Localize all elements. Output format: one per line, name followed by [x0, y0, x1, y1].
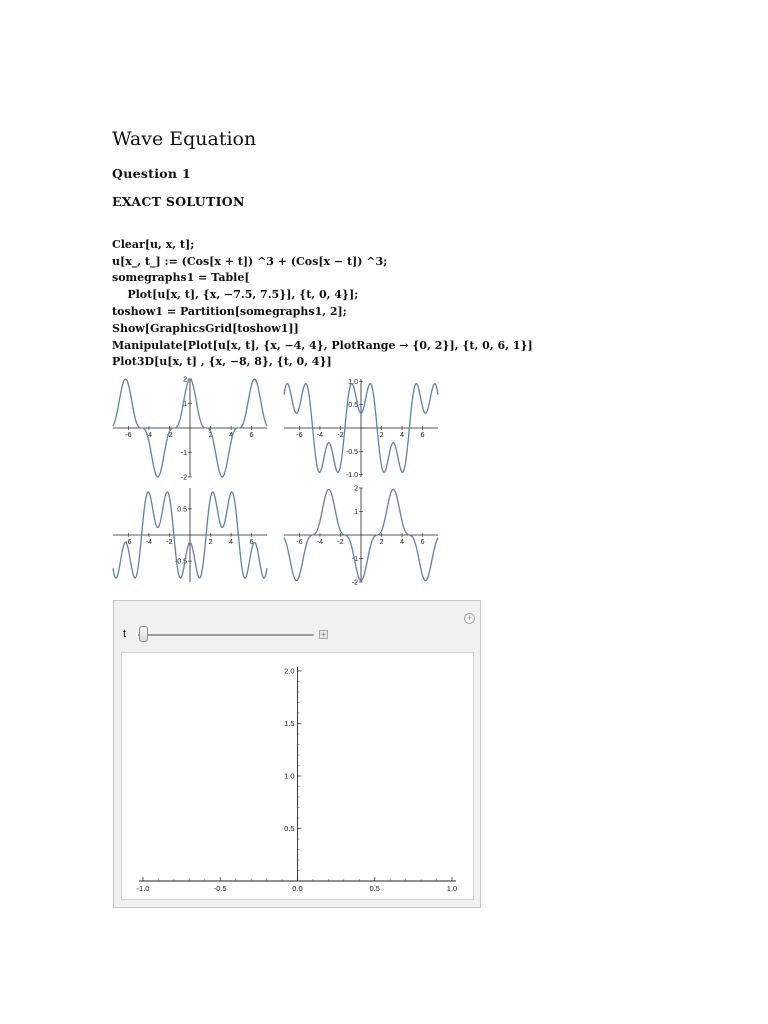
y-tick-label: -0.5	[345, 448, 358, 456]
doc-title: Wave Equation	[112, 128, 257, 150]
code-line: Clear[u, x, t];	[112, 237, 195, 251]
y-tick-label: -1.0	[345, 472, 358, 480]
graphics-grid-plot-4	[281, 485, 441, 585]
x-tick-label: -2	[337, 432, 344, 439]
x-tick-label: 4	[229, 432, 234, 439]
y-tick-label: 2	[183, 376, 187, 384]
manipulate-plot	[122, 653, 473, 899]
code-line: toshow1 = Partition[somegraphs1, 2];	[112, 304, 347, 318]
x-tick-label: 2	[379, 432, 384, 439]
manipulate-output-pane	[121, 652, 474, 900]
x-tick-label: -2	[337, 539, 344, 546]
x-tick-label: 2	[379, 539, 384, 546]
x-tick-label: -4	[145, 539, 153, 546]
code-input-cell[interactable]	[112, 220, 533, 388]
y-tick-label: 2.0	[284, 666, 295, 676]
x-tick-label: -4	[316, 432, 324, 439]
t-slider-thumb[interactable]	[139, 626, 148, 642]
x-tick-label: 0.0	[292, 884, 303, 893]
x-tick-label: 4	[400, 432, 405, 439]
code-line: somegraphs1 = Table[	[112, 271, 250, 285]
slider-expand-button[interactable]: +	[319, 630, 328, 639]
x-tick-label: -6	[125, 539, 132, 546]
x-tick-label: 4	[400, 539, 405, 546]
y-tick-label: 1	[183, 401, 187, 408]
x-tick-label: 6	[249, 432, 254, 439]
y-tick-label: -2	[180, 474, 187, 480]
code-line: Show[GraphicsGrid[toshow1]]	[112, 321, 299, 335]
y-tick-label: 1.0	[348, 378, 358, 386]
x-tick-label: -0.5	[213, 884, 227, 893]
y-tick-label: -0.5	[174, 558, 187, 566]
y-tick-label: 0.5	[348, 402, 358, 410]
x-tick-label: -2	[166, 432, 173, 439]
x-tick-label: -2	[166, 539, 173, 546]
code-line: Manipulate[Plot[u[x, t], {x, −4, 4}, PlotRange → {0, 2}], {t, 0, 6, 1}]	[112, 338, 533, 352]
graphics-grid-plot-2	[281, 376, 441, 480]
y-tick-label: 2	[354, 485, 358, 493]
x-tick-label: 0.5	[369, 884, 380, 893]
x-tick-label: 2	[208, 432, 213, 439]
graphics-grid-plot-3	[110, 485, 270, 585]
y-tick-label: -1	[351, 556, 358, 563]
graphics-grid-plot-1	[110, 376, 270, 480]
question-heading: Question 1	[112, 166, 191, 181]
x-tick-label: 6	[420, 539, 425, 546]
y-tick-label: 1	[354, 509, 358, 516]
manipulate-panel[interactable]	[113, 600, 481, 908]
x-tick-label: -1.0	[136, 884, 150, 893]
code-line: Plot3D[u[x, t] , {x, −8, 8}, {t, 0, 4}]	[112, 355, 332, 369]
y-tick-label: -2	[351, 579, 358, 585]
code-line: u[x_, t_] := (Cos[x + t]) ^3 + (Cos[x − t]) ^3;	[112, 254, 388, 268]
x-tick-label: -6	[125, 432, 132, 439]
x-tick-label: -6	[296, 432, 303, 439]
y-tick-label: 1.5	[284, 719, 295, 728]
x-tick-label: 6	[420, 432, 425, 439]
y-tick-label: 1.0	[284, 771, 295, 781]
section-heading: EXACT SOLUTION	[112, 194, 245, 209]
t-slider-track[interactable]	[138, 634, 314, 636]
y-tick-label: -1	[180, 450, 187, 457]
x-tick-label: 6	[249, 539, 254, 546]
x-tick-label: 2	[208, 539, 213, 546]
x-tick-label: -4	[145, 432, 153, 439]
code-line: Plot[u[x, t], {x, −7.5, 7.5}], {t, 0, 4}];	[112, 288, 359, 302]
x-tick-label: -6	[296, 539, 303, 546]
x-tick-label: 1.0	[446, 884, 458, 893]
x-tick-label: -4	[316, 539, 324, 546]
options-button[interactable]: +	[464, 613, 475, 624]
x-tick-label: 4	[229, 539, 234, 546]
y-tick-label: 0.5	[284, 824, 295, 833]
slider-label: t	[123, 628, 127, 640]
y-tick-label: 0.5	[177, 506, 187, 514]
